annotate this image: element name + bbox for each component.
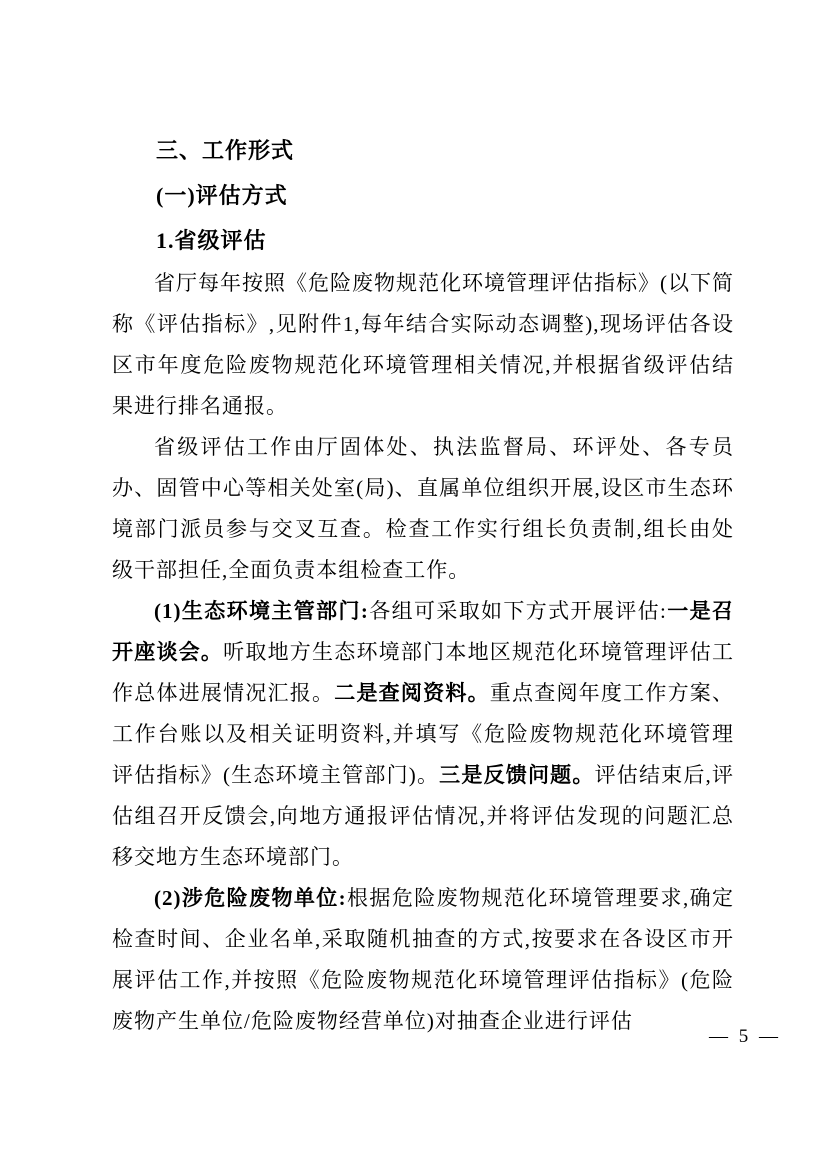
paragraph-units-text: 根据危险废物规范化环境管理要求,确定检查时间、企业名单,采取随机抽查的方式,按要求在各设区市开展评估工作,并按照《危险废物规范化环境管理评估指标》(危险废物产生单位/危险废物经营单位)对抽查企业进行评估	[112, 886, 734, 1033]
section-heading: 三、工作形式	[156, 138, 295, 163]
point-3-title: 三是反馈问题。	[439, 763, 595, 787]
paragraph-evaluation-organization: 省级评估工作由厅固体处、执法监督局、环评处、各专员办、固管中心等相关处室(局)、直属单位组织开展,设区市生态环境部门派员参与交叉互查。检查工作实行组长负责制,组长由处级干部担任,全面负责本组检查工作。	[112, 435, 734, 582]
paragraph-authority-evaluation	[112, 591, 734, 878]
page-number: — 5 —	[709, 1026, 781, 1047]
subsection-heading: (一)评估方式	[156, 183, 288, 208]
point-2-title: 二是查阅资料。	[334, 681, 490, 705]
document-content	[112, 128, 734, 1042]
point-1-text: 听取地方生态环境部门本地区规范化环境管理评估工作总体进展情况汇报。	[112, 640, 735, 705]
point-3-text: 评估结束后,评估组召开反馈会,向地方通报评估情况,并将评估发现的问题汇总移交地方生态环境部门。	[112, 763, 735, 869]
paragraph-hazardous-waste-units	[112, 878, 734, 1042]
point-1-title: 一是召开座谈会。	[112, 599, 734, 664]
paragraph-provincial-evaluation: 省厅每年按照《危险废物规范化环境管理评估指标》(以下简称《评估指标》,见附件1,每年结合实际动态调整),现场评估各设区市年度危险废物规范化环境管理相关情况,并根据省级评估结果进行排名通报。	[112, 271, 734, 418]
paragraph-authority-lead: (1)生态环境主管部门:	[154, 599, 369, 623]
subsubsection-heading: 1.省级评估	[156, 228, 267, 253]
point-2-text: 重点查阅年度工作方案、工作台账以及相关证明资料,并填写《危险废物规范化环境管理评估指标》(生态环境主管部门)。	[112, 681, 735, 787]
paragraph-units-lead: (2)涉危险废物单位:	[154, 886, 347, 910]
paragraph-authority-intro: 各组可采取如下方式开展评估:	[368, 599, 667, 623]
